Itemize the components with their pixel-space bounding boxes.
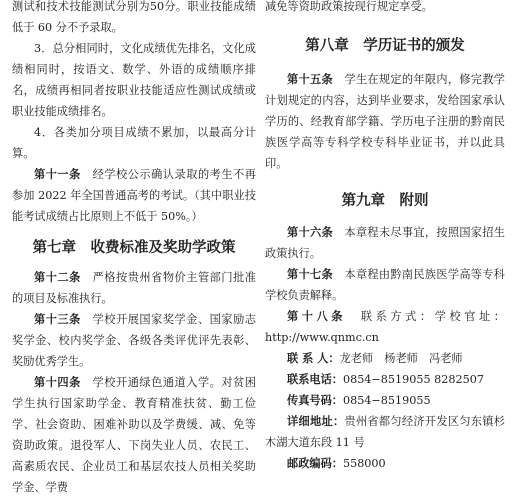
- contact-postal-label: 邮政编码：: [287, 457, 343, 470]
- article-18-label: 第十八条: [287, 310, 347, 323]
- article-17-label: 第十七条: [287, 268, 333, 281]
- article-13: [12, 309, 256, 372]
- contact-postal-value: 558000: [342, 457, 386, 470]
- article-12-text: 严格按贵州省物价主管部门批准的项目及标准执行。: [12, 271, 256, 305]
- contact-person-label: 联 系 人：: [287, 352, 340, 365]
- article-17: [265, 264, 505, 306]
- contact-fax-value: 0854−8519055: [342, 394, 431, 407]
- chapter-9-heading: 第九章 附则: [341, 193, 429, 209]
- article-14-label: 第十四条: [34, 376, 81, 389]
- contact-fax-label: 传真号码：: [287, 394, 343, 407]
- chapter-7-heading: 第七章 收费标准及奖助学政策: [32, 240, 236, 256]
- left-column: [0, 0, 256, 498]
- article-13-text: 学校开展国家奖学金、国家励志奖学金、校内奖学金、各级各类评优评先表彰、奖励优秀学生。: [12, 313, 256, 368]
- right-column: [265, 0, 505, 474]
- contact-address: [265, 411, 505, 453]
- contact-phone: [265, 369, 505, 390]
- paragraph-aid-fragment: 减免等资助政策按现行规定享受。: [265, 0, 433, 13]
- contact-person-value: 龙老师 杨老师 冯老师: [339, 352, 463, 365]
- article-15: [265, 69, 505, 174]
- article-14: [12, 372, 256, 498]
- chapter-8-heading: 第八章 学历证书的颁发: [305, 38, 465, 54]
- paragraph-item-3: 3．总分相同时，文化成绩优先排名，文化成绩相同时，按语文、数学、外语的成绩顺序排名，成绩再相同者按职业技能适应性测试成绩或职业技能成绩排名。: [12, 42, 256, 118]
- article-11-text: 经学校公示确认录取的考生不再参加 2022 年全国普通高考的考试。（其中职业技能考试成绩占比原则上不低于 50%。）: [12, 168, 256, 223]
- contact-address-value: 贵州省都匀经济开发区匀东镇杉木湖大道东段 11 号: [265, 415, 505, 449]
- contact-phone-label: 联系电话：: [287, 373, 343, 386]
- article-17-text: 本章程由黔南民族医学高等专科学校负责解释。: [265, 268, 505, 302]
- article-18-text: 联系方式：学校官址：http://www.qnmc.cn: [265, 310, 505, 344]
- article-15-text: 学生在规定的年限内，修完教学计划规定的内容，达到毕业要求，发给国家承认学历的、经教育部学籍、学历电子注册的黔南民族医学高等专科学校专科毕业证书，并以此具印。: [265, 73, 505, 170]
- article-11-label: 第十一条: [34, 168, 81, 181]
- paragraph-score-fragment: 测试和技术技能测试分别为50分。职业技能成绩低于 60 分不予录取。: [12, 0, 256, 34]
- article-16-label: 第十六条: [287, 226, 333, 239]
- paragraph-item-4: 4．各类加分项目成绩不累加，以最高分计算。: [12, 126, 256, 160]
- contact-person: [265, 348, 505, 369]
- contact-phone-value: 0854−8519055 8282507: [342, 373, 485, 386]
- contact-fax: [265, 390, 505, 411]
- article-16-text: 本章程未尽事宜，按照国家招生政策执行。: [265, 226, 505, 260]
- article-12: [12, 267, 256, 309]
- contact-postal: [265, 453, 505, 474]
- article-18: [265, 306, 505, 348]
- article-16: [265, 222, 505, 264]
- article-14-text: 学校开通绿色通道入学。对贫困学生执行国家助学金、教育精准扶贫、勤工俭学、社会资助、困难补助以及学费缓、减、免等资助政策。退役军人、下岗失业人员、农民工、高素质农民、企业员工和基层农技人员相关奖助学金、学费: [12, 376, 256, 494]
- article-11: [12, 164, 256, 227]
- article-15-label: 第十五条: [287, 73, 333, 86]
- contact-address-label: 详细地址：: [287, 415, 345, 428]
- article-12-label: 第十二条: [34, 271, 81, 284]
- article-13-label: 第十三条: [34, 313, 81, 326]
